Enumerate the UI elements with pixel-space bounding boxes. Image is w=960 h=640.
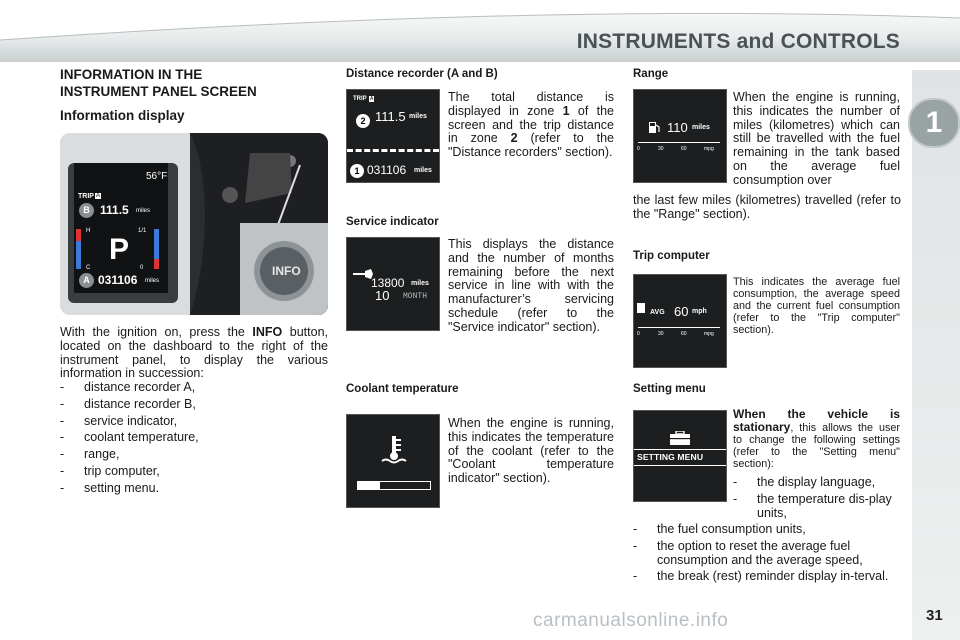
wrench-icon [353, 268, 373, 280]
range-scale-30: 30 [658, 146, 664, 152]
chapter-tab: 1 [908, 98, 960, 148]
info-button[interactable]: INFO [272, 264, 301, 278]
trip-computer-text: This indicates the average fuel consumption, the average speed and the current fuel consumption (refer to the "Trip computer" section). [733, 276, 900, 336]
coolant-gauge-frame [357, 481, 431, 490]
list-item: - trip computer, [60, 465, 328, 479]
list-item: - the display language, [733, 476, 900, 490]
photo-zone-b-unit: miles [136, 208, 151, 214]
information-display-heading: Information display [60, 108, 185, 123]
photo-fuel-full: 1/1 [138, 228, 147, 234]
thumb-trip-marker: A [370, 96, 374, 102]
trip-marker-icon [637, 303, 645, 313]
dashboard-photo [60, 133, 328, 315]
setting-text-body: , this allows the user to change the following settings (refer to the "Setting menu" section): [733, 422, 900, 470]
info-intro-bold: INFO [252, 325, 283, 339]
setting-options-list-narrow [733, 476, 900, 523]
chapter-side-strip [912, 70, 960, 640]
distance-recorder-heading: Distance recorder (A and B) [346, 68, 498, 80]
trip-scale-line [638, 327, 720, 328]
list-item: - the temperature dis-play units, [733, 493, 900, 521]
setting-rule-bottom [634, 465, 726, 466]
distance-recorder-text [448, 91, 614, 160]
trip-speed-unit: mph [692, 308, 707, 315]
section-title-line1: INFORMATION IN THE [60, 67, 203, 82]
photo-zone-b-value: 111.5 [100, 203, 129, 217]
range-scale-60: 60 [681, 146, 687, 152]
zone-1-marker: 1 [350, 164, 364, 178]
trip-computer-thumbnail [633, 274, 727, 368]
page-number: 31 [926, 607, 943, 624]
trip-computer-heading: Trip computer [633, 250, 710, 262]
photo-trip-marker: A [96, 193, 101, 199]
photo-zone-a-marker: A [79, 273, 94, 288]
service-indicator-heading: Service indicator [346, 216, 439, 228]
distance-text-a: The total distance is displayed in zone [448, 90, 614, 118]
range-text: When the engine is running, this indicates the number of miles (kilometres) which can still be travelled with the fuel remaining in the tank based on the average fuel consumption over [733, 90, 900, 187]
watermark: carmanualsonline.info [533, 610, 729, 631]
zone-divider [347, 149, 439, 152]
distance-text-b: of the screen and the trip distance in zone [448, 103, 614, 146]
list-item: - the fuel consumption units, [633, 523, 901, 537]
photo-fuel-empty: 0 [140, 265, 144, 271]
photo-temperature: 56°F [146, 171, 168, 182]
service-distance-value: 13800 [371, 276, 405, 290]
trip-avg-label: AVG [650, 309, 665, 316]
range-heading: Range [633, 68, 669, 80]
service-indicator-text: This displays the distance and the number of months remaining before the next service in line with with the manufacturer’s servicing schedule (refer to the "Service indicator" section). [448, 237, 614, 334]
range-value: 110 [667, 120, 688, 135]
distance-zone-2: 2 [510, 131, 518, 146]
distance-text-c: (refer to the "Distance recorders" section). [448, 131, 614, 160]
info-intro-before: With the ignition on, press the [60, 325, 253, 339]
list-item: - coolant temperature, [60, 431, 328, 445]
fuel-pump-icon [648, 120, 660, 134]
thumb-total-unit: miles [414, 167, 432, 174]
list-item: - service indicator, [60, 415, 328, 429]
section-title-line2: INSTRUMENT PANEL SCREEN [60, 84, 257, 99]
distance-recorder-thumbnail [346, 89, 440, 183]
photo-zone-b-marker: B [79, 203, 94, 218]
thumb-trip-value: 111.5 [375, 109, 406, 124]
trip-scale-0: 0 [637, 331, 640, 337]
coolant-temperature-heading: Coolant temperature [346, 383, 459, 395]
thumb-trip-label: TRIP [353, 96, 367, 102]
service-distance-unit: miles [411, 280, 429, 287]
photo-gauge-h: H [86, 228, 91, 234]
setting-menu-heading: Setting menu [633, 383, 706, 395]
trip-scale-mpg: mpg [704, 331, 714, 337]
service-months-value: 10 [375, 288, 390, 303]
toolbox-icon [670, 431, 690, 445]
service-months-unit: MONTH [403, 292, 428, 301]
page-title: INSTRUMENTS and CONTROLS [576, 30, 900, 53]
trip-scale-30: 30 [658, 331, 664, 337]
coolant-temperature-icon [381, 435, 407, 465]
photo-zone-a-unit: miles [145, 278, 160, 284]
coolant-gauge-fill [358, 482, 380, 489]
info-display-list [60, 381, 328, 499]
photo-gauge-c: C [86, 265, 91, 271]
info-intro-after: button, located on the dashboard to the right of the instrument panel, to display the various information in succession: [60, 325, 328, 381]
thumb-trip-unit: miles [409, 113, 427, 120]
distance-zone-1: 1 [562, 103, 570, 118]
photo-trip-label: TRIP [78, 193, 94, 200]
dashboard-illustration [60, 133, 328, 315]
setting-options-list-wide [633, 523, 901, 587]
coolant-temperature-thumbnail [346, 414, 440, 508]
service-indicator-thumbnail [346, 237, 440, 331]
coolant-temperature-text: When the engine is running, this indicates the temperature of the coolant (refer to the "Coolant temperature indicator" section). [448, 416, 614, 486]
photo-gear: P [109, 233, 130, 266]
thumb-total-value: 031106 [367, 163, 407, 177]
list-item: - distance recorder A, [60, 381, 328, 395]
zone-2-marker: 2 [356, 114, 370, 128]
setting-rule-top [634, 449, 726, 450]
photo-temp-gauge [76, 229, 81, 269]
setting-menu-thumbnail [633, 410, 727, 502]
range-text-continued: the last few miles (kilometres) travelled (refer to the "Range" section). [633, 193, 901, 221]
range-scale-mpg: mpg [704, 146, 714, 152]
photo-fuel-gauge [154, 229, 159, 269]
section-title [60, 66, 257, 100]
range-thumbnail [633, 89, 727, 183]
list-item: - setting menu. [60, 482, 328, 496]
setting-bold-lead: When the vehicle is stationary [733, 407, 900, 434]
range-scale-line [638, 142, 720, 143]
info-intro-text [60, 326, 328, 381]
setting-menu-label: SETTING MENU [637, 452, 704, 462]
trip-speed-value: 60 [674, 304, 689, 319]
photo-zone-a-value: 031106 [98, 273, 138, 287]
range-scale-0: 0 [637, 146, 640, 152]
setting-menu-text [733, 408, 900, 470]
list-item: - distance recorder B, [60, 398, 328, 412]
range-unit: miles [692, 124, 710, 131]
list-item: - the break (rest) reminder display in-terval. [633, 570, 901, 584]
trip-scale-60: 60 [681, 331, 687, 337]
list-item: - the option to reset the average fuel consumption and the average speed, [633, 540, 901, 568]
list-item: - range, [60, 448, 328, 462]
